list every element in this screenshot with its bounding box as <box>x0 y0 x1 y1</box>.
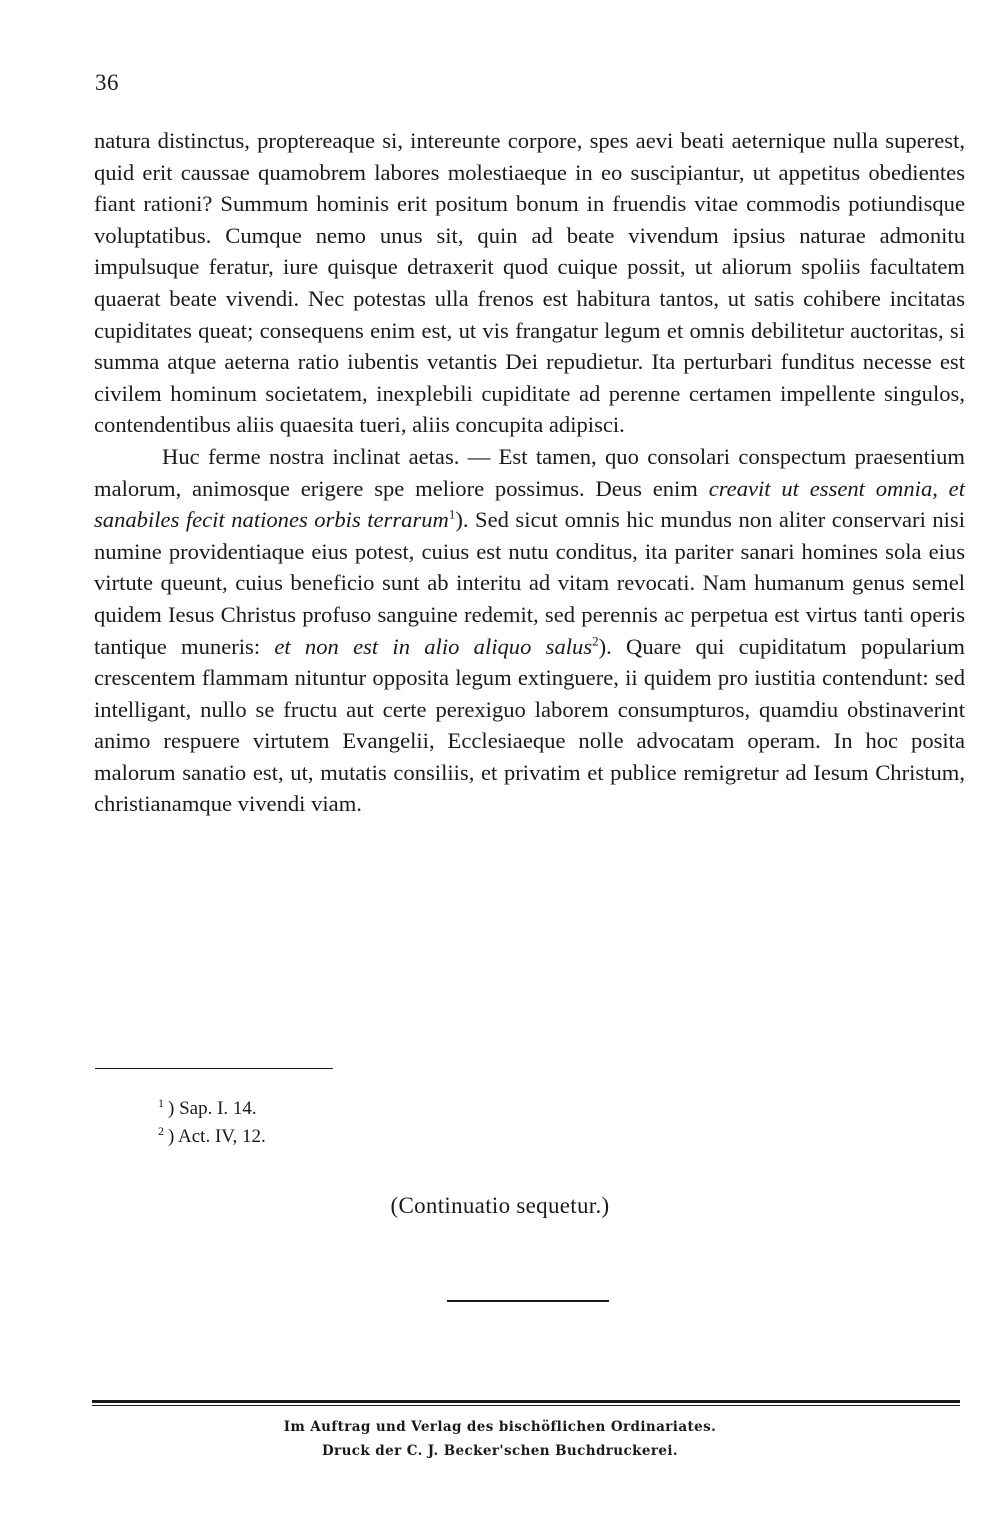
footnote <box>158 1095 266 1123</box>
paragraph-text: Huc ferme nostra inclinat aetas. — Est tamen, quo consolari conspectum praesentium malorum, animosque erigere spe meliore possimus. Deus enim <box>94 443 965 501</box>
footnote-marker: 2 <box>158 1123 164 1138</box>
scripture-quote: et non est in alio aliquo salus <box>274 633 593 659</box>
continuation-note: (Continuatio sequetur.) <box>390 1193 610 1218</box>
paragraph <box>94 441 965 820</box>
footnote <box>158 1123 266 1151</box>
imprint-divider <box>92 1400 960 1406</box>
footnote-marker: 1 <box>158 1095 164 1110</box>
imprint <box>0 1415 1000 1463</box>
paragraph-text: ). Quare qui cupiditatum popularium crescentem flammam nituntur opposita legum extinguere, ii quidem pro iustitia contendunt: sed intelligant, nullo se fructu aut certe perexiguo laborem consumpturos, quamdiu obstinaverint animo respuere virtutem Evangelii, Ecclesiaeque nolle advocatam operam. In hoc posita malorum sanatio est, ut, mutatis consiliis, et privatim et publice remigretur ad Iesum Christum, christianamque vivendi viam. <box>94 633 965 817</box>
footnote-divider <box>95 1068 333 1069</box>
imprint-printer: Druck der C. J. Becker'schen Buchdruckerei. <box>321 1443 679 1459</box>
footnote-text: ) Act. IV, 12. <box>168 1126 266 1147</box>
paragraph-text: ). Sed sicut omnis hic mundus non aliter conservari nisi numine providentiaque eius potest, cuius est nutu conditus, ita pariter sanari homines sola eius virtute queunt, cuius beneficio sunt ab interitu ad vitam revocati. Nam humanum genus semel quidem Iesus Christus profuso sanguine redemit, sed perennis ac perpetua est virtus tanti operis tantique muneris: <box>94 507 966 659</box>
imprint-publisher: Im Auftrag und Verlag des bischöflichen Ordinariates. <box>283 1419 717 1435</box>
body-text <box>94 125 965 820</box>
footnote-reference: 1 <box>448 506 456 522</box>
footnotes <box>158 1095 266 1151</box>
section-divider <box>447 1300 609 1302</box>
scripture-quote: creavit ut essent omnia, et sanabiles fecit nationes orbis terrarum <box>94 475 965 533</box>
paragraph: natura distinctus, proptereaque si, intereunte corpore, spes aevi beati aeternique nulla superest, quid erit caussae quamobrem labores molestiaeque in eo suscipiantur, ut appetitus obedientes fiant rationi? Summum hominis erit positum bonum in fruendis vitae commodis potiundisque voluptatibus. Cumque nemo unus sit, quin ad beate vivendum ipsius naturae admonitu impulsuque feratur, iure quisque detraxerit quod cuique possit, ut aliorum spoliis facultatem quaerat beate vivendi. Nec potestas ulla frenos est habitura tantos, ut satis cohibere incitatas cupiditates queat; consequens enim est, ut vis frangatur legum et omnis debilitetur auctoritas, si summa atque aeterna ratio iubentis vetantis Dei repudietur. Ita perturbari funditus necesse est civilem hominum societatem, inexplebili cupiditate ad perenne certamen impellente singulos, contendentibus aliis quaesita tueri, aliis concupita adipisci. <box>94 128 965 438</box>
page-number: 36 <box>95 70 119 95</box>
footnote-text: ) Sap. I. 14. <box>168 1098 257 1119</box>
footnote-reference: 2 <box>592 632 599 648</box>
